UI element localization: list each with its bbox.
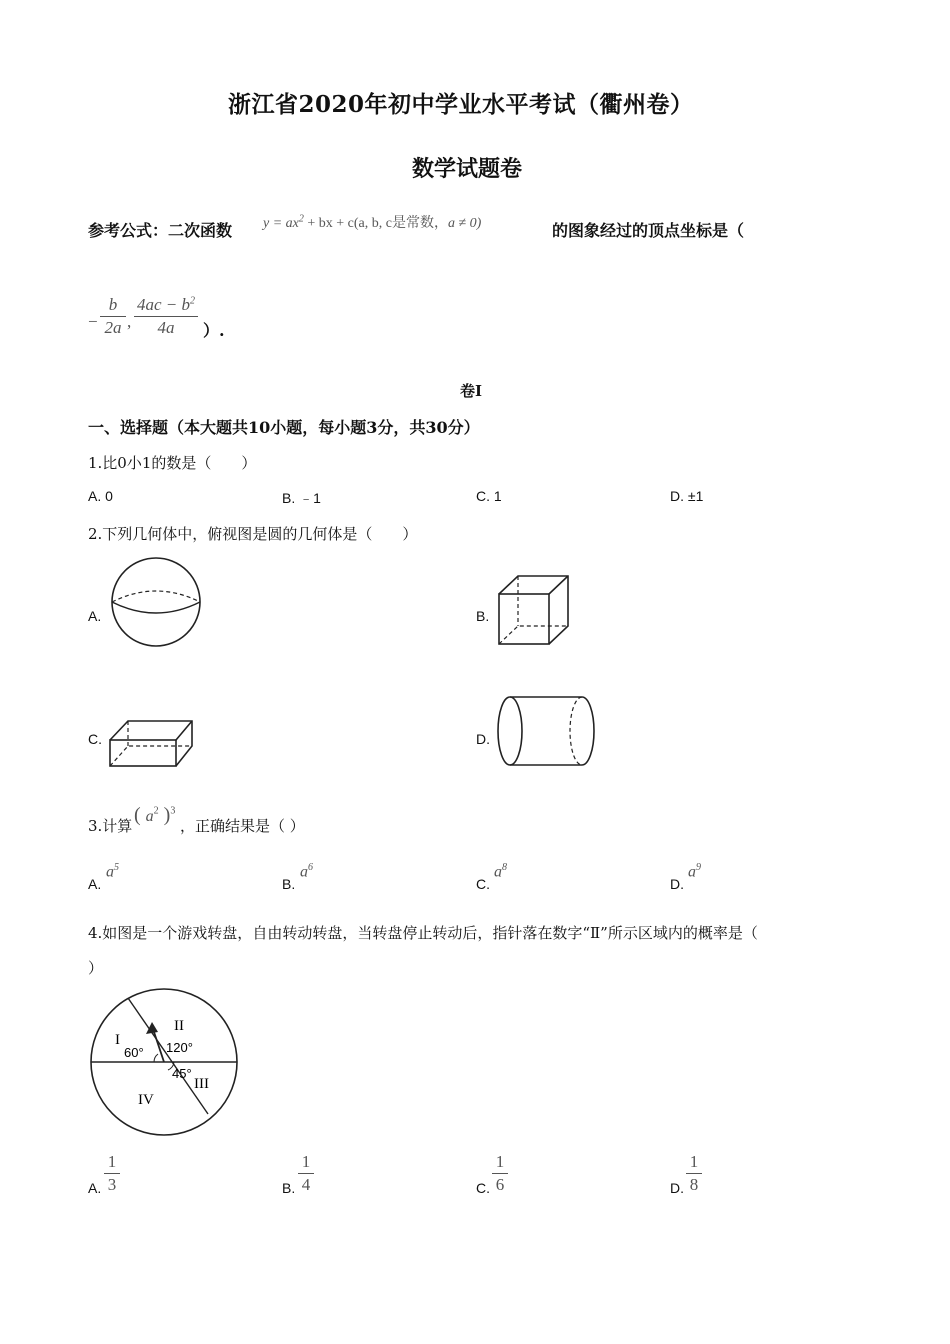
q4-label-d: D. xyxy=(670,1180,684,1196)
q1-option-d: D. ±1 xyxy=(670,488,704,504)
q4-stem-cont: ） xyxy=(88,959,104,977)
q4-fraction-a xyxy=(104,1152,120,1195)
q4-den-c: 6 xyxy=(495,1175,505,1194)
q4-num-c: 1 xyxy=(495,1152,505,1171)
q2-label-d: D. xyxy=(476,731,490,747)
exam-title: 浙江省2020年初中学业水平考试（衢州卷） xyxy=(228,91,694,118)
vertex-x-fraction xyxy=(100,295,126,338)
q3-value-c: $a^8$ xyxy=(494,862,507,881)
vertex-y-numerator: 4ac − b xyxy=(136,295,191,314)
q4-num-a: 1 xyxy=(107,1152,117,1171)
q4-num-b: 1 xyxy=(301,1152,311,1171)
q4-fraction-b xyxy=(298,1152,314,1195)
vertex-y-fraction: $4ac - b^2$ 4a xyxy=(134,295,198,338)
q3-value-d: $a^9$ xyxy=(688,862,701,881)
q1-option-b: B. ﹣1 xyxy=(282,490,321,506)
q2-label-b: B. xyxy=(476,608,490,624)
q3-stem-prefix: 3.计算 xyxy=(88,817,133,835)
cuboid-figure xyxy=(108,718,196,770)
region-2-label: II xyxy=(174,1018,184,1034)
angle-45-label: 45° xyxy=(172,1066,192,1081)
comma: , xyxy=(127,312,132,331)
q3-value-a: $a^5$ xyxy=(106,862,119,881)
q4-label-c: C. xyxy=(476,1180,490,1196)
q4-fraction-c xyxy=(492,1152,508,1195)
q3-expression: ( $a^2$ )$^3$ xyxy=(134,804,176,826)
q3-label-a: A. xyxy=(88,876,102,892)
exam-subtitle: 数学试题卷 xyxy=(412,156,523,182)
region-3-label: III xyxy=(194,1076,209,1092)
q4-label-a: A. xyxy=(88,1180,102,1196)
q4-num-d: 1 xyxy=(689,1152,699,1171)
q2-stem: 2.下列几何体中，俯视图是圆的几何体是（ ） xyxy=(88,525,418,543)
spinner-figure xyxy=(88,988,248,1138)
q2-label-a: A. xyxy=(88,608,102,624)
section-heading: 一、选择题（本大题共10小题，每小题3分，共30分） xyxy=(88,418,480,437)
q4-stem: 4.如图是一个游戏转盘，自由转动转盘，当转盘停止转动后，指针落在数字“Ⅱ”所示区域内的概率是（ xyxy=(88,924,758,942)
sphere-figure xyxy=(108,556,208,650)
q3-label-c: C. xyxy=(476,876,490,892)
region-4-label: IV xyxy=(138,1092,154,1108)
q4-label-b: B. xyxy=(282,1180,296,1196)
vertex-x-denominator: 2a xyxy=(104,318,122,337)
region-1-label: I xyxy=(115,1032,120,1048)
q3-stem-suffix: ，正确结果是（ ） xyxy=(180,817,305,835)
cube-figure xyxy=(496,574,572,648)
q1-option-a: A. 0 xyxy=(88,488,113,504)
q1-stem: 1.比0小1的数是（ ） xyxy=(88,454,257,472)
vertex-y-denominator: 4a xyxy=(157,318,175,337)
minus-sign: − xyxy=(88,312,98,331)
q4-fraction-d xyxy=(686,1152,702,1195)
juan-label: 卷Ⅰ xyxy=(460,382,483,400)
formula-close: ）. xyxy=(203,321,225,340)
angle-60-label: 60° xyxy=(124,1045,144,1060)
formula-prefix: 参考公式：二次函数 xyxy=(88,221,233,240)
vertex-x-numerator: b xyxy=(108,295,118,314)
formula-expression: $y = ax^2$ + bx + c(a, b, c是常数，a ≠ 0) xyxy=(263,213,482,231)
q1-option-c: C. 1 xyxy=(476,488,502,504)
q3-label-d: D. xyxy=(670,876,684,892)
q2-label-c: C. xyxy=(88,731,102,747)
q4-den-d: 8 xyxy=(689,1175,699,1194)
angle-120-label: 120° xyxy=(166,1040,193,1055)
q3-label-b: B. xyxy=(282,876,296,892)
formula-suffix: 的图象经过的顶点坐标是（ xyxy=(552,221,745,240)
cylinder-figure xyxy=(496,694,598,770)
q4-den-a: 3 xyxy=(107,1175,117,1194)
q4-den-b: 4 xyxy=(301,1175,311,1194)
q3-value-b: $a^6$ xyxy=(300,862,313,881)
